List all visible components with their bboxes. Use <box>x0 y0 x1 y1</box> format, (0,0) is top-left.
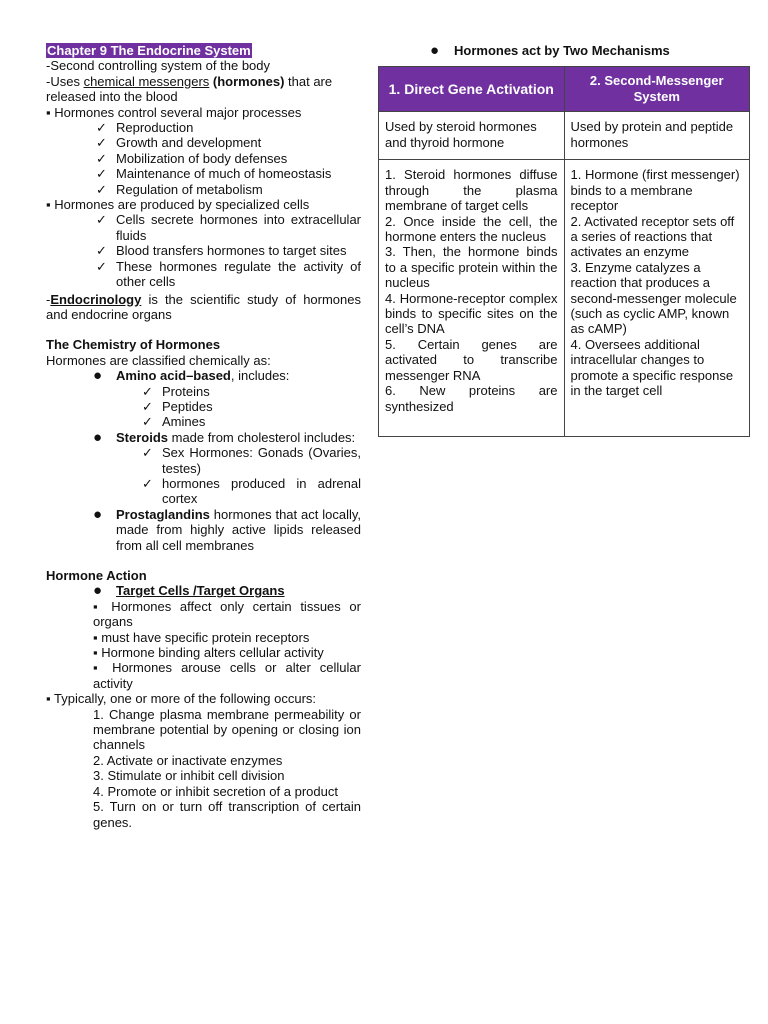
list-item: ✓ Growth and development <box>96 135 262 151</box>
checkmark-icon: ✓ <box>96 243 107 259</box>
list-item: 4. Oversees additional intracellular changes to promote a specific response in the target cell <box>570 336 734 399</box>
list-item: 5. Turn on or turn off transcription of certain genes. <box>93 799 361 830</box>
list-item: 3. Enzyme catalyzes a reaction that produces a second-messenger molecule <box>570 259 737 306</box>
chemistry-intro: Hormones are classified chemically as: <box>46 352 271 368</box>
intro-line-1: -Second controlling system of the body <box>46 58 271 74</box>
right-column <box>378 43 750 437</box>
prostaglandins-bullet: ● Prostaglandins hormones that act locally, made from highly active lipids released from all cell membranes <box>93 505 361 553</box>
list-item: ✓ Maintenance of much of homeostasis <box>96 166 332 182</box>
checkmark-icon: ✓ <box>142 398 153 414</box>
list-item: 3. Stimulate or inhibit cell division <box>93 768 285 784</box>
target-list <box>93 599 361 691</box>
produced-list <box>46 212 361 289</box>
col1-usage: Used by steroid hormones and thyroid hormone <box>379 112 565 160</box>
list-item: ▪ must have specific protein receptors <box>93 629 310 645</box>
chapter-title: Chapter 9 The Endocrine System <box>47 43 251 58</box>
checkmark-icon: ✓ <box>96 181 107 197</box>
bullet-dot-icon: ● <box>93 428 103 446</box>
mechanisms-heading: ● Hormones act by Two Mechanisms <box>430 42 670 59</box>
list-item: 2. Once inside the cell, the hormone enters the nucleus <box>385 213 558 245</box>
target-bullet: ● Target Cells /Target Organs <box>93 582 285 600</box>
amino-bullet: ● Amino acid–based, includes: <box>93 367 290 385</box>
checkmark-icon: ✓ <box>96 166 107 182</box>
list-item: ✓ Cells secrete hormones into extracellular fluids <box>96 212 361 243</box>
list-item: ✓ Mobilization of body defenses <box>96 150 288 166</box>
list-item: 5. Certain genes are activated to transcribe messenger RNA <box>385 336 558 383</box>
bullet-dot-icon: ● <box>93 505 103 523</box>
bullet-dot-icon: ● <box>93 367 103 385</box>
table-row <box>379 160 750 437</box>
list-item: ✓ Regulation of metabolism <box>96 181 263 197</box>
list-item: (such as cyclic AMP, known as cAMP) <box>570 306 730 337</box>
checkmark-icon: ✓ <box>142 414 153 430</box>
col2-usage: Used by protein and peptide hormones <box>564 112 750 160</box>
endocrinology-definition: -Endocrinology is the scientific study of hormones and endocrine organs <box>46 291 361 322</box>
list-item: ✓ Peptides <box>142 398 213 414</box>
bullet-dot-icon: ● <box>93 582 103 600</box>
list-item: ✓ Proteins <box>142 383 210 399</box>
list-item: 4. Promote or inhibit secretion of a product <box>93 783 338 799</box>
checkmark-icon: ✓ <box>96 150 107 166</box>
list-item: ✓ Amines <box>142 414 206 430</box>
list-item: ✓ hormones produced in adrenal cortex <box>142 475 361 507</box>
list-item: ✓ Reproduction <box>96 120 194 136</box>
bullet-dot-icon: ● <box>430 42 440 59</box>
mechanisms-table <box>378 66 750 437</box>
checkmark-icon: ✓ <box>96 120 107 136</box>
processes-heading: ▪ Hormones control several major processes <box>46 104 302 120</box>
checkmark-icon: ✓ <box>96 258 107 274</box>
list-item: ▪ Hormone binding alters cellular activity <box>93 645 324 661</box>
list-item: ✓ These hormones regulate the activity of other cells <box>96 258 361 290</box>
col1-steps <box>379 160 565 437</box>
table-header-row <box>379 67 750 112</box>
list-item: 4. Hormone-receptor complex binds to specific sites on the cell’s DNA <box>385 290 558 337</box>
left-column <box>46 43 361 830</box>
list-item: 2. Activated receptor sets off a series of reactions that activates an enzyme <box>570 213 735 260</box>
processes-list <box>46 120 361 197</box>
list-item: 6. New proteins are synthesized <box>385 383 558 414</box>
steroid-list <box>46 445 361 507</box>
occurs-list <box>93 707 361 830</box>
list-item: 1. Change plasma membrane permeability or membrane potential by opening or closing ion channels <box>93 706 361 753</box>
list-item: 1. Hormone (first messenger) binds to a membrane receptor <box>570 167 740 214</box>
col2-steps <box>564 160 750 437</box>
list-item: 3. Then, the hormone binds to a specific protein within the nucleus <box>385 244 558 291</box>
checkmark-icon: ✓ <box>96 135 107 151</box>
checkmark-icon: ✓ <box>142 475 153 491</box>
checkmark-icon: ✓ <box>96 212 107 228</box>
table-row <box>379 112 750 160</box>
checkmark-icon: ✓ <box>142 383 153 399</box>
amino-list <box>46 384 361 430</box>
list-item: 1. Steroid hormones diffuse through the plasma membrane of target cells <box>385 167 558 214</box>
chapter-title-line <box>46 43 361 58</box>
list-item: ▪ Hormones affect only certain tissues or organs <box>93 598 361 630</box>
col2-header: 2. Second-Messenger System <box>564 67 750 112</box>
produced-heading: ▪ Hormones are produced by specialized cells <box>46 197 310 213</box>
chemistry-heading: The Chemistry of Hormones <box>46 337 221 353</box>
col1-header: 1. Direct Gene Activation <box>379 67 565 112</box>
hormone-action-heading: Hormone Action <box>46 568 147 583</box>
intro-line-2: -Uses chemical messengers (hormones) that are released into the blood <box>46 73 333 105</box>
steroids-bullet: ● Steroids made from cholesterol includes: <box>93 428 356 446</box>
typically-line: ▪ Typically, one or more of the following occurs: <box>46 691 317 707</box>
list-item: ✓ Blood transfers hormones to target sites <box>96 243 347 259</box>
list-item: ▪ Hormones arouse cells or alter cellular activity <box>93 660 361 691</box>
list-item: 2. Activate or inactivate enzymes <box>93 752 283 768</box>
list-item: ✓ Sex Hormones: Gonads (Ovaries, testes) <box>142 445 361 476</box>
checkmark-icon: ✓ <box>142 445 153 461</box>
